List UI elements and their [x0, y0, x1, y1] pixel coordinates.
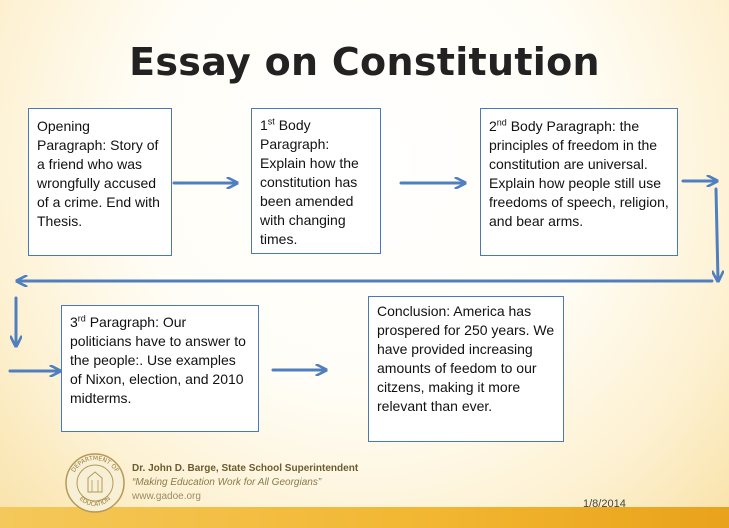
- department-motto: “Making Education Work for All Georgians”: [132, 477, 322, 488]
- second-body-number: 2: [489, 118, 497, 134]
- conclusion-text: Conclusion: America has prospered for 250 years. We have provided increasing amounts of feedom to our citzens, making it more relevant than ever.: [377, 303, 555, 414]
- second-body-text: Body Paragraph: the principles of freedom in the constitution are universal. Explain how people still use freedoms of speech, religion, and bear arms.: [489, 118, 669, 229]
- website-url: www.gadoe.org: [132, 491, 201, 502]
- first-body-number: 1: [260, 117, 268, 133]
- slide-title: Essay on Constitution: [129, 40, 600, 84]
- third-paragraph-text: Paragraph: Our politicians have to answer to the people:. Use examples of Nixon, election, and 2010 midterms.: [70, 314, 246, 406]
- first-body-ordinal: st: [267, 116, 275, 127]
- seal-top-text: DEPARTMENT OF: [70, 454, 120, 474]
- first-body-text: Body Paragraph: Explain how the constitution has been amended with changing times.: [260, 117, 359, 247]
- third-paragraph-ordinal: rd: [77, 313, 86, 324]
- education-seal-icon: [64, 452, 126, 514]
- second-body-ordinal: nd: [496, 117, 507, 128]
- opening-paragraph-text: Opening Paragraph: Story of a friend who was wrongfully accused of a crime. End with Thesis.: [37, 118, 160, 229]
- arrow-right-down: [716, 189, 718, 280]
- superintendent-name: Dr. John D. Barge, State School Superintendent: [132, 463, 359, 474]
- third-paragraph-number: 3: [70, 314, 78, 330]
- seal-bottom-text: EDUCATION: [77, 495, 113, 509]
- slide-date: 1/8/2014: [583, 498, 626, 510]
